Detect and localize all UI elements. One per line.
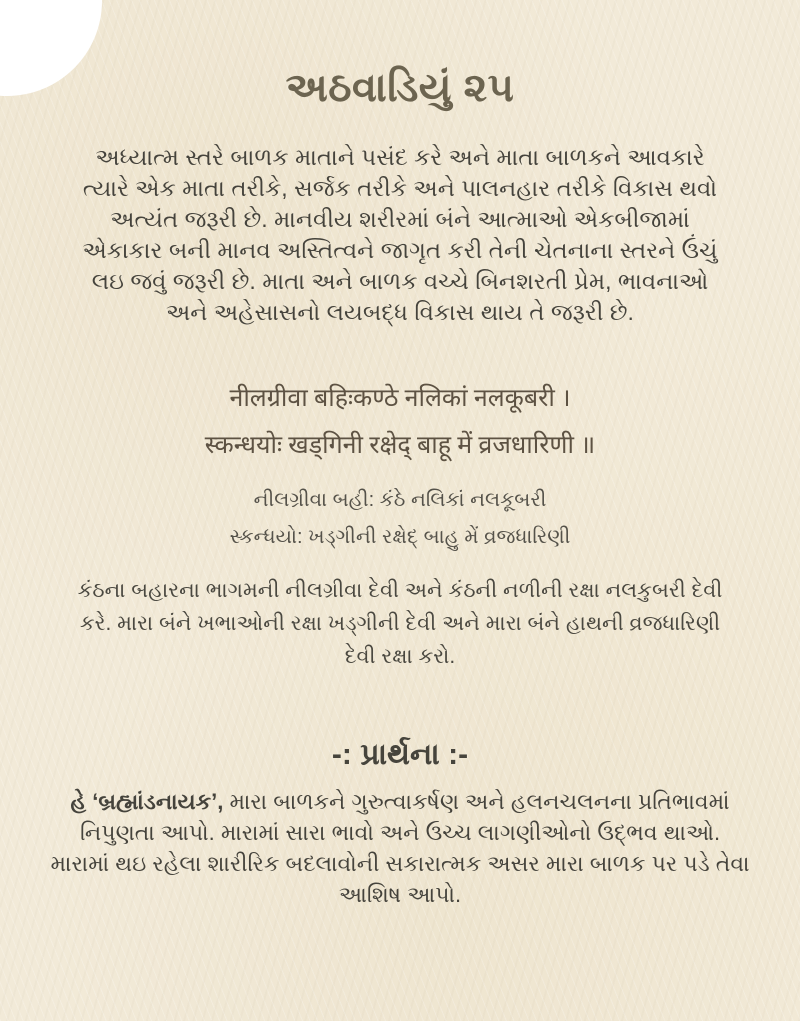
prayer-invocation: હે ‘બ્રહ્માંડનાયક’, xyxy=(70,789,224,814)
page-title: અઠવાડિયું ૨૫ xyxy=(285,66,515,110)
prayer-paragraph xyxy=(50,786,750,910)
intro-paragraph: અધ્યાત્મ સ્તરે બાળક માતાને પસંદ કરે અને માતા બાળકને આવકારે ત્યારે એક માતા તરીકે, સર્જક તરીકે અને પાલનહાર તરીકે વિકાસ થવો અત્યંત જરૂરી છે. માનવીય શરીરમાં બંને આત્માઓ એકબીજામાં એકાકાર બની માનવ અસ્તિત્વને જાગૃત કરી તેની ચેતનાના સ્તરને ઉંચું લઇ જવું જરૂરી છે. માતા અને બાળક વચ્ચે બિનશરતી પ્રેમ, ભાવનાઓ અને અહેસાસનો લયબદ્ધ વિકાસ થાય તે જરૂરી છે. xyxy=(82,144,718,325)
shloka-sanskrit-line-1: नीलग्रीवा बहिःकण्ठे नलिकां नलकूबरी । xyxy=(229,385,571,412)
shloka-sanskrit-line-2: स्कन्धयोः खड्गिनी रक्षेद् बाहू में व्रजधारिणी ॥ xyxy=(204,432,596,459)
shloka-gujarati-transliteration-line-1: નીલગ્રીવા બહી: કંઠે નલિકાં નલકૂબરી xyxy=(253,489,547,511)
shloka-gujarati-transliteration-line-2: સ્કન્ધયો: ખડ્ગીની રક્ષેદ્ બાહુ મેં વ્રજધારિણી xyxy=(229,526,571,548)
shloka-translation-paragraph: કંઠના બહારના ભાગમની નીલગ્રીવા દેવી અને કંઠની નળીની રક્ષા નલકુબરી દેવી કરે. મારા બંને ખભાઓની રક્ષા ખડ્ગીની દેવી અને મારા બંને હાથની વ્રજધારિણી દેવી રક્ષા કરો. xyxy=(77,579,723,668)
prayer-heading: -: પ્રાર્થના :- xyxy=(331,738,469,771)
prayer-text: મારા બાળકને ગુરુત્વાકર્ષણ અને હલનચલનના પ્રતિભાવમાં નિપુણતા આપો. મારામાં સારા ભાવો અને ઉચ્ચ લાગણીઓનો ઉદ્ભવ થાઓ. મારામાં થઇ રહેલા શારીરિક બદલાવોની સકારાત્મક અસર મારા બાળક પર પડે તેવા આશિષ આપો. xyxy=(50,789,750,907)
